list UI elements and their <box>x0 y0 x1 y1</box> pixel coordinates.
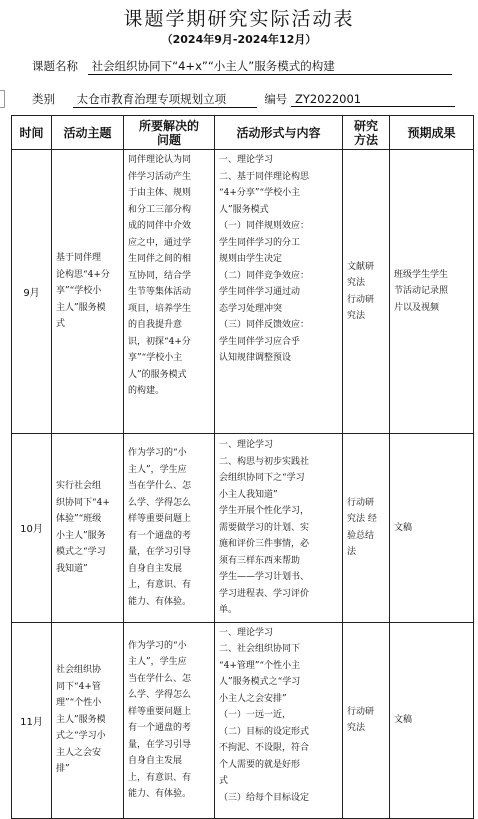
number-label: 编号 <box>264 92 288 106</box>
content-cell-line: 需要做学习的计划、实 <box>219 522 310 533</box>
result-cell <box>390 150 474 434</box>
problem-cell-line: 自身自主发展 <box>128 756 183 766</box>
problem-cell-line: 的构建。 <box>128 386 165 396</box>
problem-cell-line: 量，在学习引导 <box>128 547 192 558</box>
theme-cell-line: 享”“学校小 <box>56 286 102 297</box>
result-cell-line: 班级学生学生 <box>394 269 449 280</box>
number-value: ZY2022001 <box>291 92 455 107</box>
problem-cell-line: 于由主体、规则 <box>128 188 192 198</box>
content-cell-line: （二）目标的设定形式 <box>219 726 310 737</box>
problem-cell-line: 互协同，结合学 <box>128 270 192 281</box>
content-cell-line: 规则由学生决定 <box>219 254 283 264</box>
content-cell-line: （二）同伴竞争效应： <box>219 270 310 281</box>
problem-cell <box>124 150 215 434</box>
method-cell-line: 究法 <box>347 723 366 733</box>
table-row <box>12 434 474 623</box>
content-cell-line: 小主人我知道” <box>219 489 278 500</box>
result-cell-line: 片以及视频 <box>394 302 440 313</box>
method-cell-line: 行动研 <box>347 706 375 717</box>
content-cell-line: 学生同伴学习通过动 <box>219 287 301 297</box>
method-cell-line: 文献研 <box>347 261 375 272</box>
problem-cell-line: 作为学习的“小 <box>128 640 187 651</box>
result-cell-line: 文稿 <box>394 714 413 725</box>
theme-cell-line: 社会组织协 <box>56 665 102 676</box>
theme-cell-line: 小主人”服务 <box>56 530 106 541</box>
header-theme: 活动主题 <box>52 116 124 150</box>
problem-cell-line: 么学、学得怎么 <box>128 497 192 508</box>
problem-cell <box>124 622 215 818</box>
theme-cell-line: 论构思“4+分 <box>56 269 110 280</box>
content-cell-line: 一、理论学习 <box>219 627 274 638</box>
content-cell-line: 学生开展个性化学习， <box>219 506 310 516</box>
content-cell-line: 一、理论学习 <box>219 440 274 450</box>
content-cell-line: 人”服务模式之“学习 <box>219 677 301 687</box>
method-cell-line: 究法 经 <box>347 514 377 525</box>
content-cell-line: 单。 <box>219 605 238 615</box>
problem-cell <box>124 434 215 623</box>
content-cell-line: 二、基于同伴理论构思 <box>219 171 310 182</box>
problem-cell-line: 样等重要问题上 <box>128 514 192 525</box>
content-cell <box>215 150 343 434</box>
theme-cell-line: 主人”服务模 <box>56 302 106 313</box>
problem-cell-line: 成的同伴中介效 <box>128 221 192 231</box>
theme-cell-line: 主人”服务模 <box>56 714 106 725</box>
method-cell <box>343 434 390 623</box>
problem-cell-line: 和分工三部分构 <box>128 204 192 215</box>
page-subtitle: （2024年9月-2024年12月） <box>161 33 317 46</box>
result-cell <box>390 434 474 623</box>
method-cell <box>343 150 390 434</box>
page-title: 课题学期研究实际活动表 <box>123 8 355 30</box>
problem-cell-line: 同伴理论认为同 <box>128 155 192 165</box>
table-header-row <box>12 116 474 150</box>
content-cell-line: 认知规律调整预设 <box>219 353 292 363</box>
table-row <box>12 622 474 818</box>
topic-label: 课题名称 <box>32 59 78 73</box>
problem-cell-line: 应之中，通过学 <box>128 237 192 248</box>
method-cell-line: 究法 <box>347 278 366 288</box>
method-cell <box>343 622 390 818</box>
problem-cell-line: 生同伴之间的相 <box>128 254 192 264</box>
content-cell-line: 会组织协同下之“学习 <box>219 473 305 483</box>
month-cell: 9月 <box>12 150 52 434</box>
content-cell-line: （三）给每个目标设定 <box>219 792 310 803</box>
result-cell-line: 文稿 <box>394 522 413 533</box>
content-cell-line: 学生同伴学习应合乎 <box>219 336 301 347</box>
content-cell <box>215 434 343 623</box>
topic-row <box>32 58 452 75</box>
theme-cell-line: 理”“个性小 <box>56 698 102 709</box>
header-problem: 所要解决的问题 <box>124 116 215 150</box>
problem-cell-line: 当在学什么、怎 <box>128 673 192 684</box>
content-cell-line: 个人需要的就是好形 <box>219 759 301 770</box>
problem-cell-line: 自身自主发展 <box>128 563 183 574</box>
content-cell-line: 人”服务模式 <box>219 204 269 215</box>
theme-cell-line: 同下“4+管 <box>56 681 101 692</box>
method-cell-line: 行动研 <box>347 294 375 305</box>
theme-cell-line: 排” <box>56 764 70 775</box>
content-cell-line: 一、理论学习 <box>219 155 274 165</box>
header-method: 研究方法 <box>343 116 390 150</box>
problem-cell-line: 能力、有体验。 <box>128 596 192 607</box>
header-time: 时间 <box>12 116 52 150</box>
problem-cell-line: 样等重要问题上 <box>128 706 192 717</box>
theme-cell <box>52 622 124 818</box>
month-cell: 10月 <box>12 434 52 623</box>
activity-table <box>11 115 474 819</box>
theme-cell <box>52 150 124 434</box>
content-cell-line: 学生同伴学习的分工 <box>219 237 301 248</box>
theme-cell-line: 式 <box>56 319 66 330</box>
content-cell-line: （三）同伴反馈效应： <box>219 320 310 330</box>
content-cell-line: 二、构思与初步实践社 <box>219 456 310 467</box>
problem-cell-line: 主人”，学生应 <box>128 464 187 475</box>
problem-cell-line: 主人”，学生应 <box>128 657 187 667</box>
header-content: 活动形式与内容 <box>215 116 343 150</box>
theme-cell <box>52 434 124 623</box>
content-cell-line: 二、社会组织协同下 <box>219 644 301 654</box>
category-value: 太仓市教育治理专项规划立项 <box>73 91 257 108</box>
problem-cell-line: 上，有意识、有 <box>128 580 192 591</box>
problem-cell-line: 么学、学得怎么 <box>128 690 192 700</box>
problem-cell-line: 项目，培养学生 <box>128 303 192 314</box>
method-cell-line: 究法 <box>347 311 366 321</box>
content-cell <box>215 622 343 818</box>
theme-cell-line: 体验”“班级 <box>56 514 102 525</box>
topic-value: 社会组织协同下“4+x”“小主人”服务模式的构建 <box>88 58 452 75</box>
content-cell-line: “4+分享”“学校小主 <box>219 188 301 198</box>
method-cell-line: 行动研 <box>347 497 375 508</box>
theme-cell-line: 模式之“学习 <box>56 547 106 558</box>
category-row <box>32 91 455 108</box>
theme-cell-line: 我知道” <box>56 563 88 574</box>
content-cell-line: “4+管理”“个性小主 <box>219 660 301 671</box>
problem-cell-line: 当在学什么、怎 <box>128 481 192 492</box>
content-cell-line: 须有三样东西来帮助 <box>219 555 301 566</box>
content-cell-line: 学生——学习计划书、 <box>219 572 310 582</box>
problem-cell-line: 伴学习活动产生 <box>128 171 192 182</box>
problem-cell-line: 有一个通盘的考 <box>128 530 192 541</box>
content-cell-line: 学习进程表、学习评价 <box>219 588 310 599</box>
result-cell <box>390 622 474 818</box>
category-label: 类别 <box>32 92 55 106</box>
content-cell-line: 不拘泥、不设限，符合 <box>219 743 310 753</box>
problem-cell-line: 量，在学习引导 <box>128 739 192 750</box>
margin-marker <box>0 90 5 108</box>
theme-cell-line: 实行社会组 <box>56 481 102 492</box>
content-cell-line: 施和评价三件事情，必 <box>219 539 310 549</box>
theme-cell-line: 主人之会安 <box>56 747 102 758</box>
problem-cell-line: 有一个通盘的考 <box>128 723 192 733</box>
problem-cell-line: 的自我提升意 <box>128 320 183 330</box>
content-cell-line: 小主人之会安排” <box>219 693 287 704</box>
method-cell-line: 法 <box>347 547 357 558</box>
problem-cell-line: 识，初探“4+分 <box>128 336 191 347</box>
month-cell: 11月 <box>12 622 52 818</box>
theme-cell-line: 基于同伴理 <box>56 253 102 264</box>
problem-cell-line: 人”的服务模式 <box>128 369 187 380</box>
header-result: 预期成果 <box>390 116 474 150</box>
content-cell-line: 态学习处理冲突 <box>219 303 283 314</box>
table-row <box>12 150 474 434</box>
result-cell-line: 节活动记录照 <box>394 286 449 297</box>
content-cell-line: （一）同伴规则效应： <box>219 221 310 231</box>
content-cell-line: 式 <box>219 776 229 786</box>
problem-cell-line: 生节等集体活动 <box>128 287 192 297</box>
theme-cell-line: 式之“学习小 <box>56 731 106 742</box>
problem-cell-line: 作为学习的“小 <box>128 448 187 459</box>
problem-cell-line: 享”“学校小主 <box>128 353 183 363</box>
problem-cell-line: 上，有意识、有 <box>128 772 192 783</box>
content-cell-line: （一）一远一近， <box>219 710 292 720</box>
theme-cell-line: 织协同下“4+ <box>56 497 110 508</box>
problem-cell-line: 能力、有体验。 <box>128 789 192 799</box>
method-cell-line: 验总结 <box>347 530 375 541</box>
